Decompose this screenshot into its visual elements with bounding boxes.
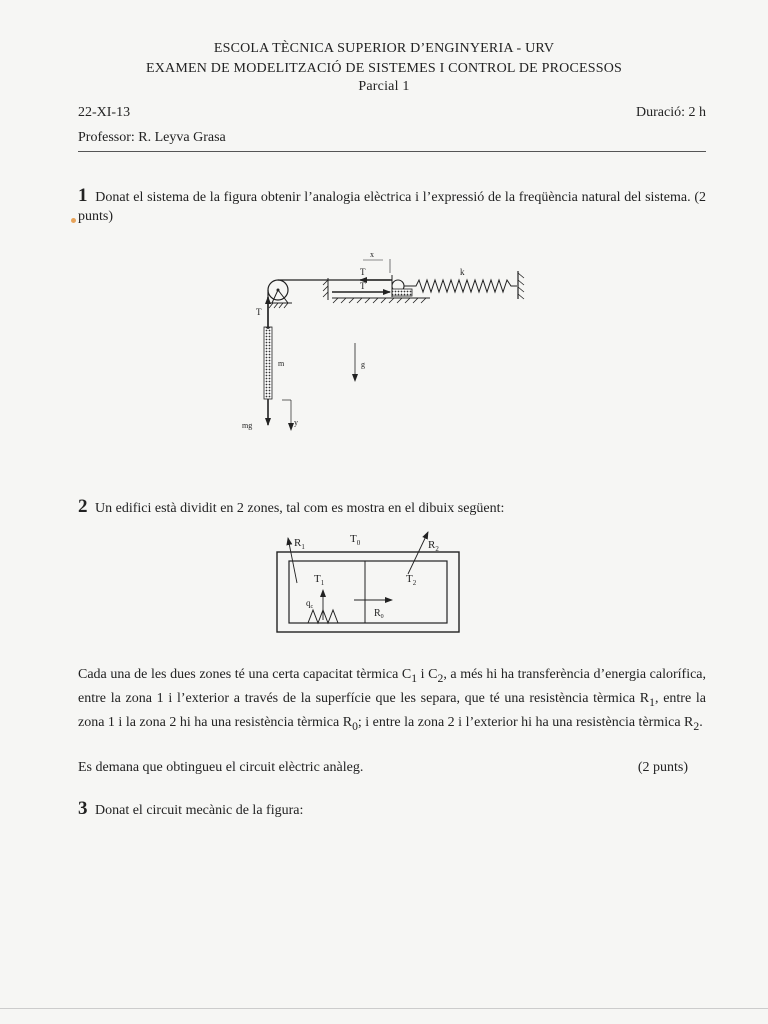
question-3-number: 3 xyxy=(78,798,88,819)
question-2 xyxy=(78,497,706,518)
label-T-bottom: T xyxy=(360,281,366,291)
question-2-description: Cada una de les dues zones té una certa capacitat tèrmica $C_1$ i $C_2$, a més hi ha transferència d’energia calorífica, entre la zona 1 i l’exterior a través de la superfície que les separa, que té una resistència tèrmica $R_1$, entre la zona 1 i la zona 2 hi ha una resistència tèrmica $R_0$; i entre la zona 2 i l’exterior hi ha una resistència tèrmica $R_2$. xyxy=(78,667,707,733)
exam-duration: Duració: 2 h xyxy=(636,105,706,120)
exam-title: EXAMEN DE MODELITZACIÓ DE SISTEMES I CONTROL DE PROCESSOS xyxy=(146,61,622,76)
question-2-points: (2 punts) xyxy=(637,760,688,775)
hanging-mass xyxy=(264,327,272,399)
exam-part: Parcial 1 xyxy=(358,79,410,94)
label-T1: $T_1$ xyxy=(314,573,325,587)
mechanical-system-figure xyxy=(220,245,550,440)
r2-arrow xyxy=(408,532,428,574)
label-y: y xyxy=(294,418,298,427)
question-1-number: 1 xyxy=(78,185,88,206)
question-1-text: Donat el sistema de la figura obtenir l’analogia elèctrica i l’expressió de la freqüència natural del sistema. (2 punts) xyxy=(78,190,707,224)
question-2-request: Es demana que obtingueu el circuit elèctric anàleg. xyxy=(78,760,364,775)
label-R2: $R_2$ xyxy=(428,539,439,553)
scan-mark-dot xyxy=(71,218,76,223)
label-x: x xyxy=(370,250,374,259)
question-2-number: 2 xyxy=(78,496,88,517)
label-mg: mg xyxy=(242,421,253,430)
label-m: m xyxy=(278,359,285,368)
building-outer-wall xyxy=(277,552,459,632)
label-k: k xyxy=(460,267,465,277)
label-R0: $R_0$ xyxy=(374,608,384,620)
label-T0: $T_0$ xyxy=(350,533,361,547)
question-1 xyxy=(78,186,706,226)
label-R1: $R_1$ xyxy=(294,537,305,551)
question-3-text: Donat el circuit mecànic de la figura: xyxy=(95,803,304,818)
building-zones-figure xyxy=(270,528,470,638)
label-T2: $T_2$ xyxy=(406,573,417,587)
scan-edge-line xyxy=(0,1008,768,1009)
label-g: g xyxy=(361,360,365,369)
label-T-left: T xyxy=(256,307,262,317)
header-divider xyxy=(78,151,706,152)
question-2-text: Un edifici està dividit en 2 zones, tal com es mostra en el dibuix següent: xyxy=(95,501,505,516)
professor-name: Professor: R. Leyva Grasa xyxy=(78,130,226,145)
spring xyxy=(404,280,517,292)
school-title: ESCOLA TÈCNICA SUPERIOR D’ENGINYERIA - URV xyxy=(213,41,555,56)
label-qc: $q_c$ xyxy=(306,598,314,610)
exam-date: 22-XI-13 xyxy=(78,105,131,120)
question-3 xyxy=(78,799,706,820)
building-inner-wall xyxy=(289,561,447,623)
label-T-top: T xyxy=(360,267,366,277)
cart-block xyxy=(392,289,412,296)
